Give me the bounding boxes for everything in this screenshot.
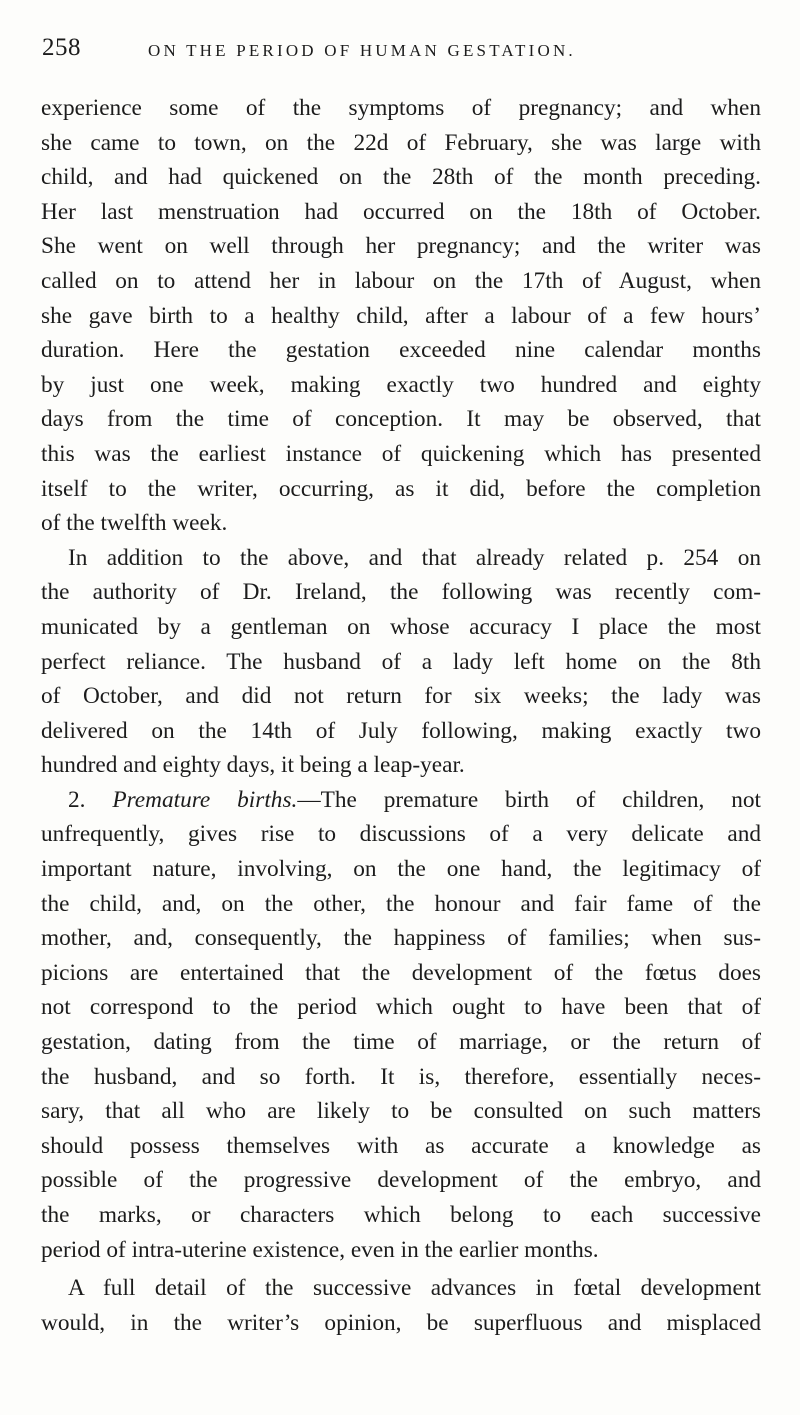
text-line: She went on well through her pregnancy; and the writer was	[41, 233, 761, 260]
text-line: hundred and eighty days, it being a leap-year.	[41, 752, 465, 779]
paragraph-1	[41, 91, 761, 541]
text-line: possible of the progressive development of the embryo, and	[41, 1167, 761, 1194]
text-line: of October, and did not return for six weeks; the lady was	[41, 683, 761, 710]
text-line: the husband, and so forth. It is, therefore, essentially neces-	[41, 1063, 761, 1090]
paragraph-3	[41, 783, 761, 1267]
text-line: days from the time of conception. It may be observed, that	[41, 406, 761, 433]
text-line: picions are entertained that the development of the fœtus does	[41, 959, 761, 986]
text-fragment: —The premature birth of children, not	[297, 786, 761, 813]
text-line: this was the earliest instance of quickening which has presented	[41, 440, 761, 467]
text-line: the marks, or characters which belong to each successive	[41, 1202, 761, 1228]
text-line: not correspond to the period which ought to have been that of	[41, 994, 761, 1021]
text-line: duration. Here the gestation exceeded nine calendar months	[41, 337, 761, 364]
text-line: by just one week, making exactly two hundred and eighty	[41, 371, 761, 398]
running-head	[42, 34, 758, 68]
text-line: the authority of Dr. Ireland, the following was recently com-	[41, 579, 761, 606]
text-line: Her last menstruation had occurred on the 18th of October.	[41, 198, 761, 225]
text-line: mother, and, consequently, the happiness of families; when sus-	[41, 925, 761, 952]
text-line: gestation, dating from the time of marriage, or the return of	[41, 1029, 761, 1056]
text-line: she gave birth to a healthy child, after a labour of a few hours’	[41, 302, 761, 329]
text-line: the child, and, on the other, the honour and fair fame of the	[41, 890, 761, 917]
text-line: called on to attend her in labour on the 17th of August, when	[41, 267, 761, 294]
text-line: of the twelfth week.	[41, 510, 228, 537]
text-line: experience some of the symptoms of pregnancy; and when	[41, 95, 761, 121]
text-line: would, in the writer’s opinion, be superfluous and misplaced	[41, 1309, 761, 1336]
text-line: unfrequently, gives rise to discussions of a very delicate and	[41, 821, 761, 848]
text-line: important nature, involving, on the one hand, the legitimacy of	[41, 856, 761, 883]
running-title: ON THE PERIOD OF HUMAN GESTATION.	[148, 41, 576, 60]
text-line: A full detail of the successive advances in fœtal development	[68, 1275, 761, 1302]
page-number: 258	[42, 34, 81, 61]
text-line: In addition to the above, and that already related p. 254 on	[68, 544, 761, 571]
text-line: delivered on the 14th of July following, making exactly two	[41, 717, 761, 744]
paragraph-2	[41, 541, 761, 783]
text-line	[41, 783, 761, 818]
text-line: sary, that all who are likely to be consulted on such matters	[41, 1098, 761, 1125]
text-line: period of intra-uterine existence, even in the earlier months.	[41, 1236, 599, 1263]
text-line: municated by a gentleman on whose accuracy I place the most	[41, 613, 761, 640]
text-line: perfect reliance. The husband of a lady left home on the 8th	[41, 648, 761, 675]
body-text	[41, 91, 761, 1340]
text-line: she came to town, on the 22d of February, she was large with	[41, 129, 761, 156]
section-number: 2.	[68, 786, 86, 813]
text-line: should possess themselves with as accurate a knowledge as	[41, 1132, 761, 1159]
paragraph-4	[41, 1271, 761, 1340]
section-heading: Premature births.	[112, 786, 298, 813]
text-line: child, and had quickened on the 28th of the month preceding.	[41, 164, 761, 191]
text-line: itself to the writer, occurring, as it did, before the completion	[41, 475, 761, 502]
